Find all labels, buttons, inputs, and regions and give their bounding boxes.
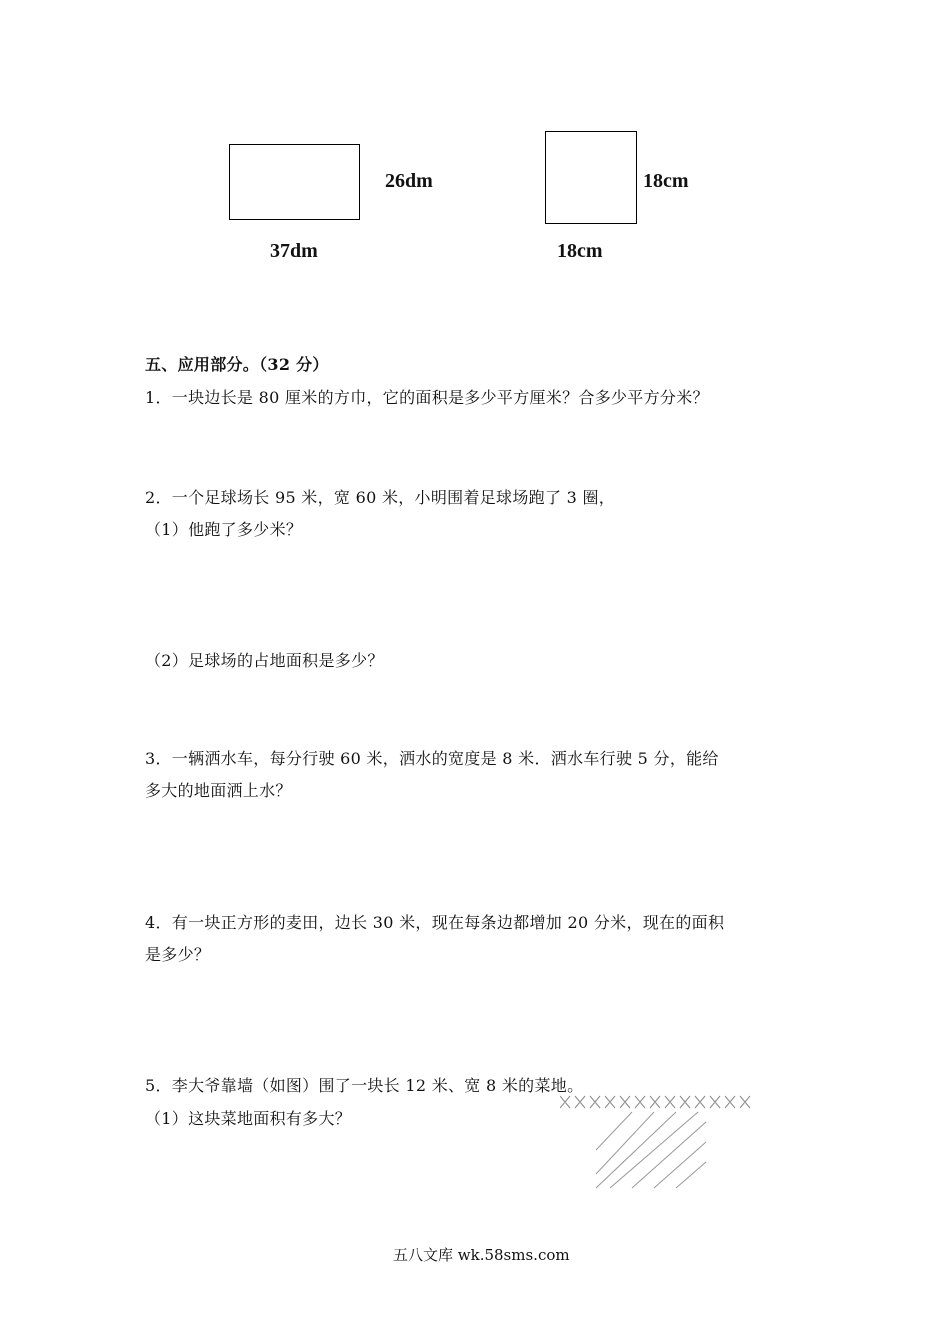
wall-hatch [560, 1096, 750, 1108]
rectangle-height-label: 26dm [385, 170, 433, 192]
garden-hatch [596, 1112, 706, 1188]
question-3-line-2: 多大的地面洒上水？ [145, 781, 292, 800]
question-1: 1．一块边长是 80 厘米的方巾，它的面积是多少平方厘米？合多少平方分米？ [145, 388, 709, 407]
question-2-sub-1: （1）他跑了多少米？ [145, 520, 303, 539]
rectangle-figure [229, 144, 360, 220]
rectangle-width-label: 37dm [270, 240, 318, 262]
square-width-label: 18cm [557, 240, 603, 262]
question-5-sub-1: （1）这块菜地面积有多大？ [145, 1109, 352, 1128]
wall-garden-figure [560, 1090, 760, 1200]
square-height-label: 18cm [643, 170, 689, 192]
question-4-line-2: 是多少？ [145, 945, 211, 964]
section-heading: 五、应用部分。（32 分） [145, 355, 329, 374]
footer-watermark: 五八文库 wk.58sms.com [393, 1246, 570, 1264]
question-4-line-1: 4．有一块正方形的麦田，边长 30 米，现在每条边都增加 20 分米，现在的面积 [145, 913, 725, 932]
question-2-sub-2: （2）足球场的占地面积是多少？ [145, 651, 384, 670]
square-figure [545, 131, 637, 224]
question-5-stem: 5．李大爷靠墙（如图）围了一块长 12 米、宽 8 米的菜地。 [145, 1076, 584, 1095]
question-2-stem: 2．一个足球场长 95 米，宽 60 米，小明围着足球场跑了 3 圈， [145, 488, 616, 507]
question-3-line-1: 3．一辆洒水车，每分行驶 60 米，洒水的宽度是 8 米．洒水车行驶 5 分，能给 [145, 749, 719, 768]
